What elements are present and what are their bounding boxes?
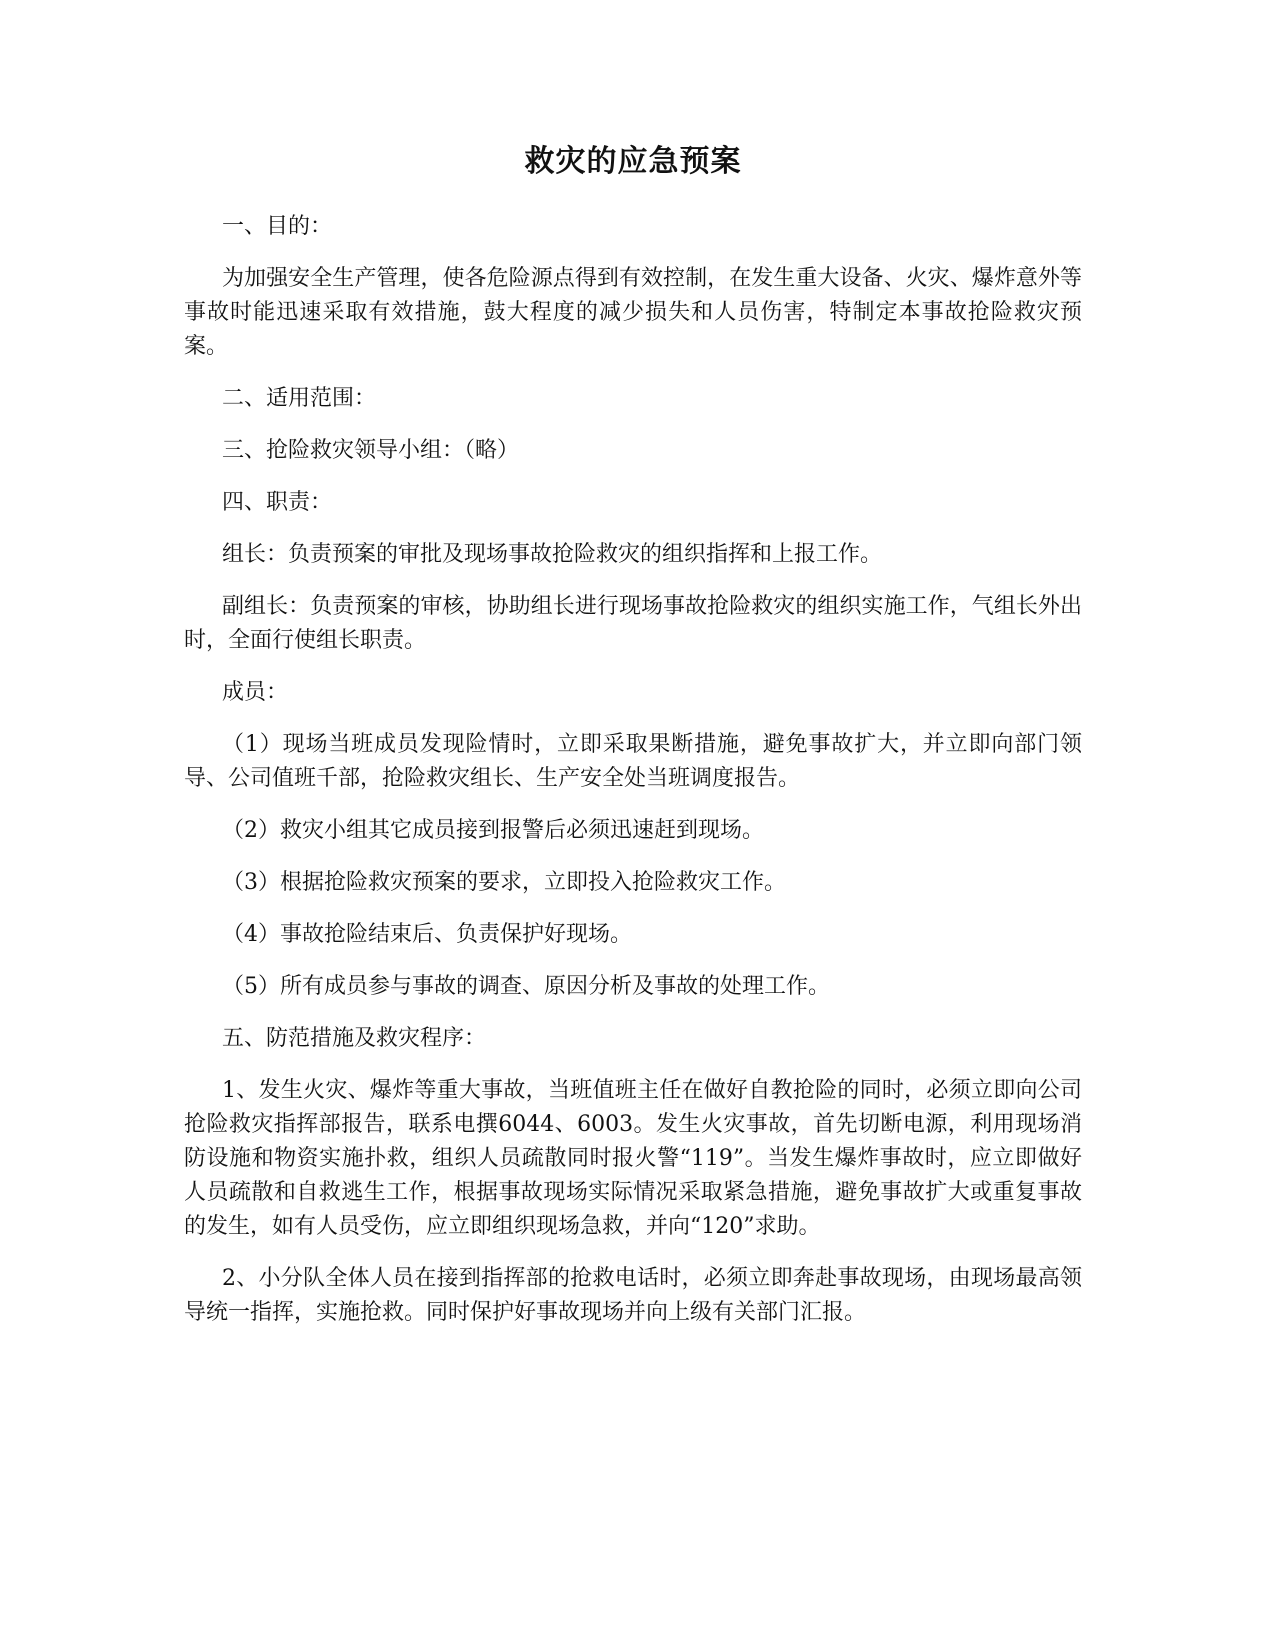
document-title: 救灾的应急预案 xyxy=(524,144,742,179)
duty-deputy-leader: 副组长：负责预案的审核，协助组长进行现场事故抢险救灾的组织实施工作，气组长外出时，全面行使组长职责。 xyxy=(184,594,1082,653)
member-duty-3: （3）根据抢险救灾预案的要求，立即投入抢险救灾工作。 xyxy=(222,870,786,895)
prevention-step-2: 2、小分队全体人员在接到指挥部的抢救电话时，必须立即奔赴事故现场，由现场最高领导统一指挥，实施抢救。同时保护好事故现场并向上级有关部门汇报。 xyxy=(184,1266,1082,1325)
section-heading-leadership-group: 三、抢险救灾领导小组：（略） xyxy=(222,438,520,463)
section-heading-purpose: 一、目的： xyxy=(222,214,333,239)
member-duty-5: （5）所有成员参与事故的调查、原因分析及事故的处理工作。 xyxy=(222,974,830,999)
member-duty-4: （4）事故抢险结束后、负责保护好现场。 xyxy=(222,922,632,947)
section-heading-scope: 二、适用范围： xyxy=(222,386,377,411)
prevention-step-1: 1、发生火灾、爆炸等重大事故，当班值班主任在做好自教抢险的同时，必须立即向公司抢险救灾指挥部报告，联系电撰6044、6003。发生火灾事故，首先切断电源，利用现场消防设施和物资实施扑救，组织人员疏散同时报火警“119”。当发生爆炸事故时，应立即做好人员疏散和自救逃生工作，根据事故现场实际情况采取紧急措施，避免事故扩大或重复事故的发生，如有人员受伤，应立即组织现场急救，并向“120”求助。 xyxy=(184,1078,1082,1239)
duty-group-leader: 组长：负责预案的审批及现场事故抢险救灾的组织指挥和上报工作。 xyxy=(222,542,883,567)
document-page xyxy=(184,140,1082,1348)
section-heading-prevention: 五、防范措施及救灾程序： xyxy=(222,1026,487,1051)
duty-members-heading: 成员： xyxy=(222,680,289,705)
member-duty-1: （1）现场当班成员发现险情时，立即采取果断措施，避免事故扩大，并立即向部门领导、公司值班千部，抢险救灾组长、生产安全处当班调度报告。 xyxy=(184,732,1082,791)
purpose-paragraph: 为加强安全生产管理，使各危险源点得到有效控制，在发生重大设备、火灾、爆炸意外等事故时能迅速采取有效措施，鼓大程度的减少损失和人员伤害，特制定本事故抢险救灾预案。 xyxy=(184,266,1082,359)
member-duty-2: （2）救灾小组其它成员接到报警后必须迅速赶到现场。 xyxy=(222,818,764,843)
section-heading-duties: 四、职责： xyxy=(222,490,333,515)
